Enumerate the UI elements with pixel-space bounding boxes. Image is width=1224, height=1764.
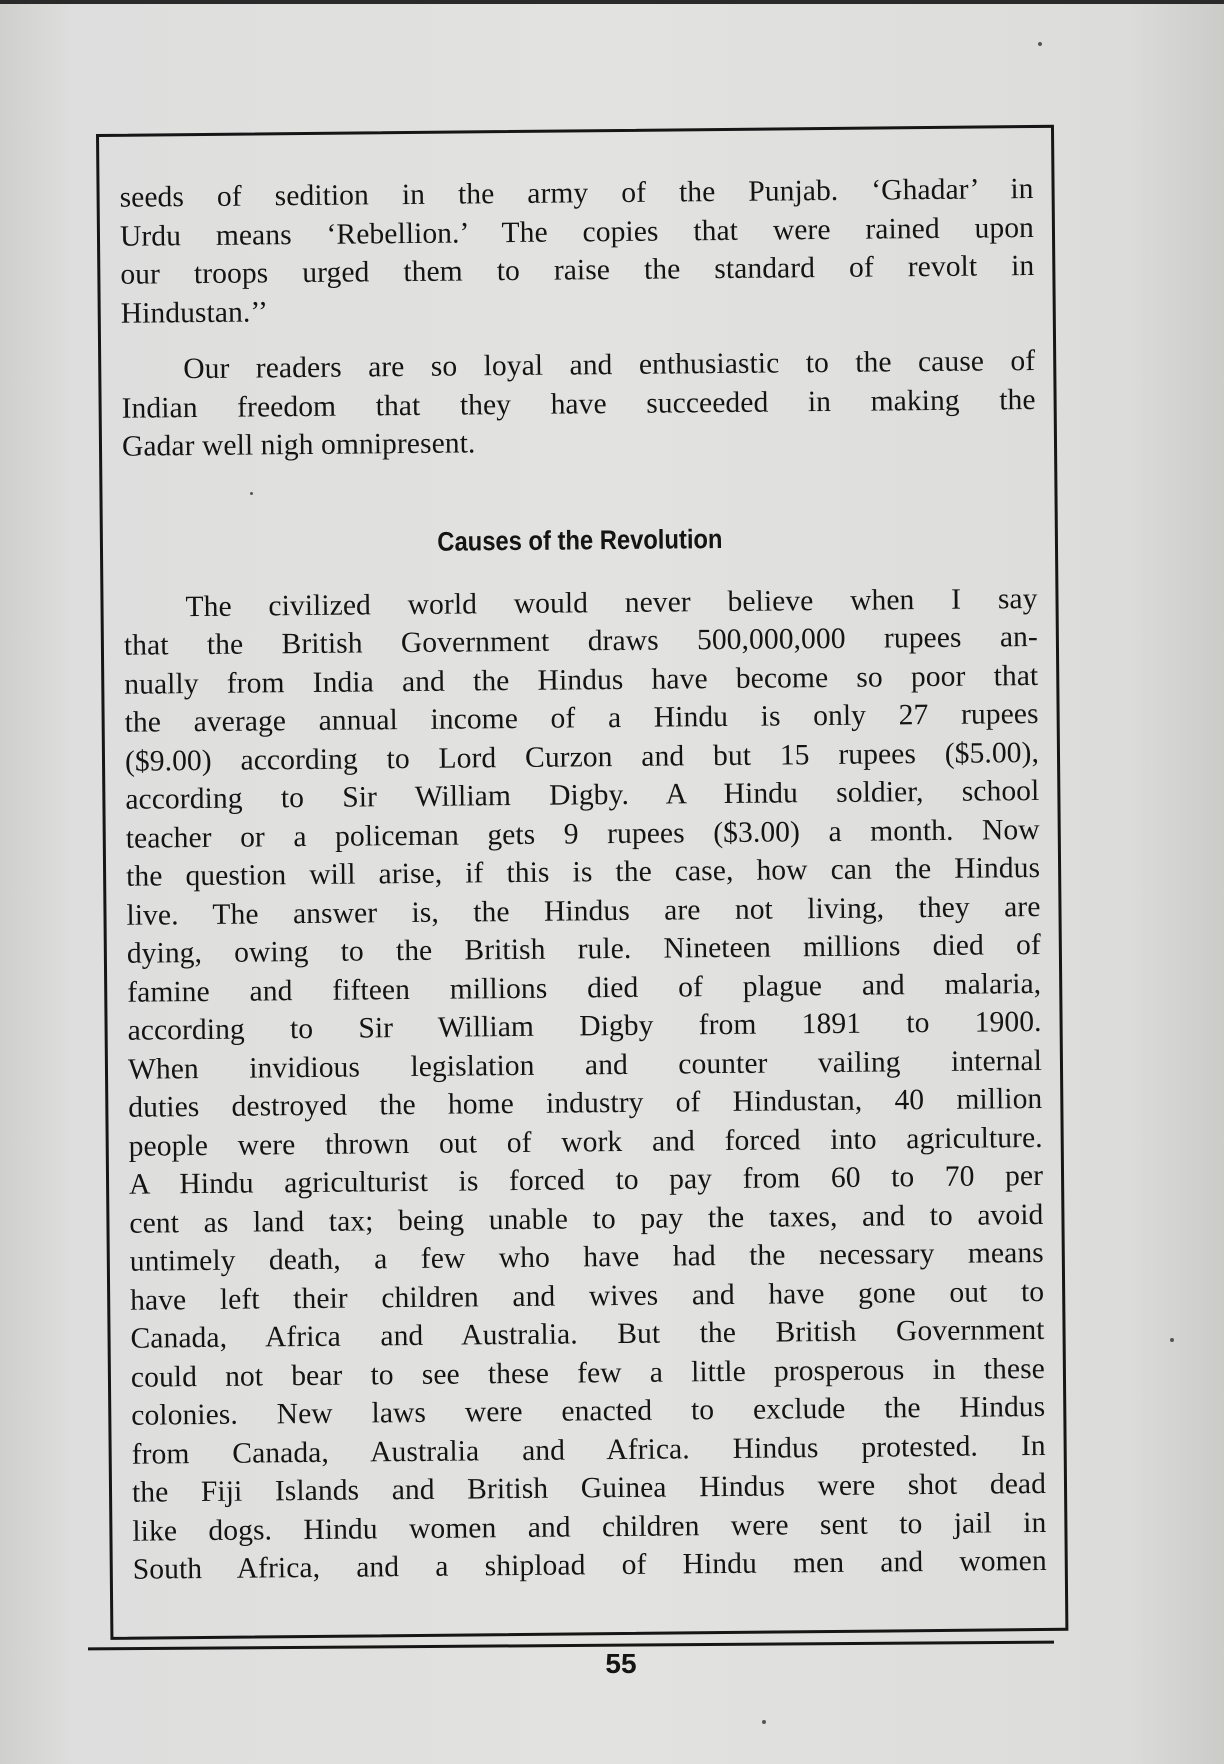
text-line: the Fiji Islands and British Guinea Hindus were shot dead [131,1467,1047,1509]
text-line: Indian freedom that they have succeeded in making the [121,383,1036,425]
paragraph-readers [121,342,1036,466]
text-line: Canada, Africa and Australia. But the British Government [130,1313,1045,1355]
paper-speck [1038,42,1042,46]
text-line: duties destroyed the home industry of Hindustan, 40 million [128,1082,1043,1124]
paper-speck [762,1720,766,1724]
paragraph-ghadar [119,170,1034,333]
text-line: Urdu means ‘Rebellion.’ The copies that were rained upon [119,211,1035,253]
text-line: that the British Government draws 500,000,000 rupees an- [123,620,1039,662]
text-line: famine and fifteen millions died of plague and malaria, [127,967,1042,1009]
paper-speck [250,492,253,495]
page-number: 55 [605,1648,637,1679]
text-line: dying, owing to the British rule. Nineteen millions died of [126,928,1041,970]
page-top-edge [0,0,1224,4]
text-line: the average annual income of a Hindu is only 27 rupees [124,697,1039,739]
text-line: according to Sir William Digby from 1891 to 1900. [127,1005,1042,1047]
text-line: A Hindu agriculturist is forced to pay from 60 to 70 per [128,1159,1044,1201]
text-line: have left their children and wives and have gone out to [130,1275,1045,1317]
text-line: from Canada, Australia and Africa. Hindus protested. In [131,1429,1046,1471]
text-line: The civilized world would never believe when I say [185,582,1038,623]
paragraph-causes [123,579,1047,1589]
text-line: untimely death, a few who have had the necessary means [129,1236,1044,1278]
section-gap [122,457,1037,526]
section-heading: Causes of the Revolution [437,523,723,557]
paper-speck [1170,1338,1174,1342]
text-line: Hindustan.’’ [120,295,269,330]
text-frame [96,125,1068,1640]
text-line: the question will arise, if this is the case, how can the Hindus [125,851,1041,893]
text-line: South Africa, and a shipload of Hindu men and women [132,1544,1047,1586]
text-column [119,170,1046,1589]
text-line: people were thrown out of work and forced into agriculture. [128,1121,1043,1163]
text-line: teacher or a policeman gets 9 rupees ($3.00) a month. Now [125,813,1040,855]
text-line: seeds of sedition in the army of the Punjab. ‘Ghadar’ in [119,173,1034,214]
text-line: could not bear to see these few a little prosperous in these [130,1352,1046,1394]
text-line: Our readers are so loyal and enthusiastic to the cause of [183,344,1036,386]
text-line: ($9.00) according to Lord Curzon and but 15 rupees ($5.00), [124,736,1040,778]
text-line: our troops urged them to raise the standard of revolt in [120,249,1035,291]
text-line: live. The answer is, the Hindus are not living, they are [126,890,1041,932]
text-line: like dogs. Hindu women and children were sent to jail in [132,1506,1047,1548]
text-line: cent as land tax; being unable to pay the taxes, and to avoid [129,1198,1044,1240]
text-line: Gadar well nigh omnipresent. [121,427,476,463]
text-line: nually from India and the Hindus have become so poor that [124,659,1039,701]
text-line: colonies. New laws were enacted to exclude the Hindus [131,1390,1046,1432]
text-line: When invidious legislation and counter vailing internal [127,1044,1043,1086]
text-line: according to Sir William Digby. A Hindu soldier, school [125,774,1040,816]
